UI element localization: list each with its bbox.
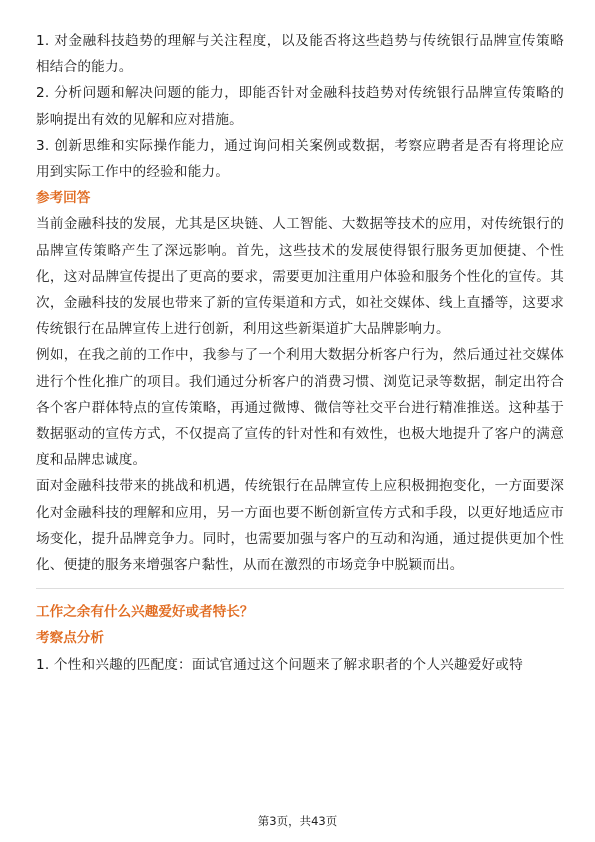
assessment-point-2: 2. 分析问题和解决问题的能力，即能否针对金融科技趋势对传统银行品牌宣传策略的影响提出有效的见解和应对措施。 <box>36 85 564 128</box>
question-title: 工作之余有什么兴趣爱好或者特长？ <box>36 604 254 621</box>
assessment-point-3: 3. 创新思维和实际操作能力，通过询问相关案例或数据，考察应聘者是否有将理论应用到实际工作中的经验和能力。 <box>36 137 564 181</box>
reference-answer-paragraph-3: 面对金融科技带来的挑战和机遇，传统银行在品牌宣传上应积极拥抱变化，一方面要深化对金融科技的理解和应用，另一方面也要不断创新宣传方式和手段，以更好地适应市场变化，提升品牌竞争力。同时，也需要加强与客户的互动和沟通，通过提供更加个性化、便捷的服务来增强客户黏性，从而在激烈的市场竞争中脱颖而出。 <box>36 478 564 574</box>
reference-answer-heading: 参考回答 <box>36 190 91 207</box>
analysis-point-1: 1. 个性和兴趣的匹配度：面试官通过这个问题来了解求职者的个人兴趣爱好或特 <box>36 656 523 673</box>
page-number: 第3页，共43页 <box>257 814 338 828</box>
page-content <box>36 28 564 678</box>
reference-answer-paragraph-1: 当前金融科技的发展，尤其是区块链、人工智能、大数据等技术的应用，对传统银行的品牌宣传策略产生了深远影响。首先，这些技术的发展使得银行服务更加便捷、个性化，这对品牌宣传提出了更高的要求，需要更加注重用户体验和服务个性化的宣传。其次，金融科技的发展也带来了新的宣传渠道和方式，如社交媒体、线上直播等，这要求传统银行在品牌宣传上进行创新，利用这些新渠道扩大品牌影响力。 <box>36 216 564 338</box>
analysis-heading: 考察点分析 <box>36 630 104 647</box>
assessment-point-1: 1. 对金融科技趋势的理解与关注程度，以及能否将这些趋势与传统银行品牌宣传策略相结合的能力。 <box>36 33 564 76</box>
section-divider <box>36 588 564 589</box>
reference-answer-paragraph-2: 例如，在我之前的工作中，我参与了一个利用大数据分析客户行为，然后通过社交媒体进行个性化推广的项目。我们通过分析客户的消费习惯、浏览记录等数据，制定出符合各个客户群体特点的宣传策略，再通过微博、微信等社交平台进行精准推送。这种基于数据驱动的宣传方式，不仅提高了宣传的针对性和有效性，也极大地提升了客户的满意度和品牌忠诚度。 <box>36 347 564 469</box>
